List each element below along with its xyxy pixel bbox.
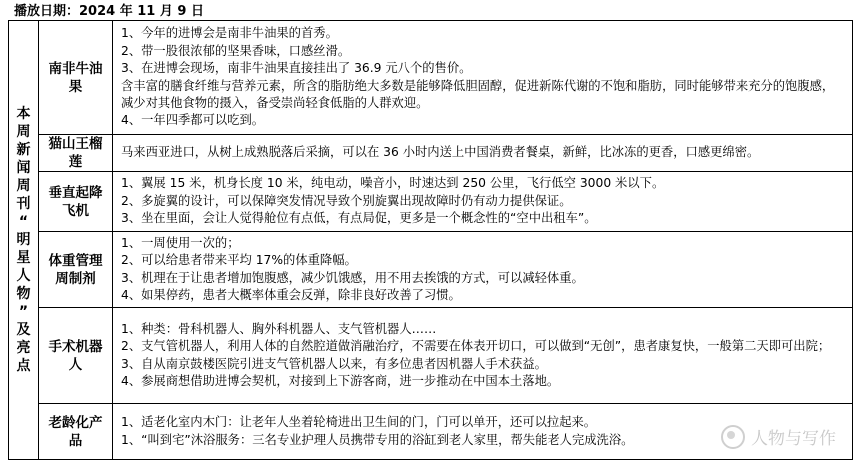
table-row (9, 172, 853, 232)
side-label-char: 及 (16, 322, 31, 338)
row-content (113, 404, 853, 460)
table-row (9, 135, 853, 172)
side-label-char: 明 (16, 232, 31, 248)
content-line: 3、在进博会现场，南非牛油果直接挂出了 36.9 元八个的售价。 (121, 61, 472, 76)
category-label: 南非牛油果 (39, 21, 113, 135)
content-line: 1、种类：骨科机器人、胸外科机器人、支气管机器人…… (121, 321, 437, 336)
side-label-char: 闻 (16, 160, 31, 176)
content-line: 1、今年的进博会是南非牛油果的首秀。 (121, 26, 338, 41)
content-line: 1、适老化室内木门：让老年人坐着轮椅进出卫生间的门，门可以单开，还可以拉起来。 (121, 415, 597, 430)
side-label-char: 周 (16, 124, 31, 140)
category-label: 猫山王榴莲 (39, 135, 113, 172)
content-line: 1、一周使用一次的； (121, 235, 240, 250)
side-label-char: 刊 (16, 196, 31, 212)
side-label-char: 点 (16, 358, 31, 374)
table-row (9, 232, 853, 308)
side-label-char: 物 (16, 286, 31, 302)
category-label: 手术机器人 (39, 308, 113, 404)
side-label-char: 新 (16, 142, 31, 158)
side-label-char: ” (18, 304, 29, 320)
category-label: 老龄化产品 (39, 404, 113, 460)
category-label: 垂直起降飞机 (39, 172, 113, 232)
watermark-text: 人物与写作 (751, 429, 836, 449)
content-line: 2、支气管机器人，利用人体的自然腔道做消融治疗，不需要在体表开切口，可以做到“无创”，患者康复快，一般第二天即可出院； (121, 339, 831, 354)
content-line: 4、一年四季都可以吃到。 (121, 113, 265, 128)
broadcast-date: 播放日期：2024 年 11 月 9 日 (14, 4, 204, 19)
side-label-char: “ (18, 214, 29, 230)
side-label-char: 人 (16, 268, 31, 284)
content-line: 3、机理在于让患者增加饱腹感，减少饥饿感，用不用去挨饿的方式，可以减轻体重。 (121, 270, 584, 285)
row-content (113, 172, 853, 232)
side-label-char: 亮 (16, 340, 31, 356)
side-label-char: 本 (16, 106, 31, 122)
content-line: 1、翼展 15 米，机身长度 10 米，纯电动，噪音小，时速达到 250 公里，飞行低空 3000 米以下。 (121, 176, 665, 191)
row-content (113, 135, 853, 172)
content-line: 3、坐在里面，会让人觉得舱位有点低，有点局促，更多是一个概念性的“空中出租车”。 (121, 211, 597, 226)
row-content (113, 308, 853, 404)
content-line: 2、多旋翼的设计，可以保障突发情况导致个别旋翼出现故障时仍有动力提供保证。 (121, 193, 572, 208)
side-label-char: 星 (16, 250, 31, 266)
side-label-char: 周 (16, 178, 31, 194)
row-content (113, 21, 853, 135)
content-line: 4、参展商想借助进博会契机，对接到上下游客商，进一步推动在中国本土落地。 (121, 373, 560, 388)
side-label (9, 21, 39, 460)
content-line: 2、可以给患者带来平均 17%的体重降幅。 (121, 253, 357, 268)
content-line: 含丰富的膳食纤维与营养元素，所含的脂肪绝大多数是能够降低胆固醇，促进新陈代谢的不饱和脂肪，同时能够带来充分的饱腹感，减少对其他食物的摄入，备受崇尚轻食低脂的人群欢迎。 (121, 78, 835, 110)
content-table (8, 20, 853, 460)
table-row (9, 404, 853, 460)
table-row (9, 308, 853, 404)
content-line: 3、自从南京鼓楼医院引进支气管机器人以来，有多位患者因机器人手术获益。 (121, 356, 547, 371)
content-line: 马来西亚进口，从树上成熟脱落后采摘，可以在 36 小时内送上中国消费者餐桌，新鲜，比冰冻的更香，口感更绵密。 (121, 145, 760, 160)
category-label: 体重管理周制剂 (39, 232, 113, 308)
content-line: 1、“叫到宅”沐浴服务：三名专业护理人员携带专用的浴缸到老人家里，帮失能老人完成洗浴。 (121, 432, 634, 447)
content-line: 2、带一股很浓郁的坚果香味，口感丝滑。 (121, 43, 351, 58)
content-line: 4、如果停药，患者大概率体重会反弹，除非良好改善了习惯。 (121, 287, 461, 302)
row-content (113, 232, 853, 308)
table-row (9, 21, 853, 135)
